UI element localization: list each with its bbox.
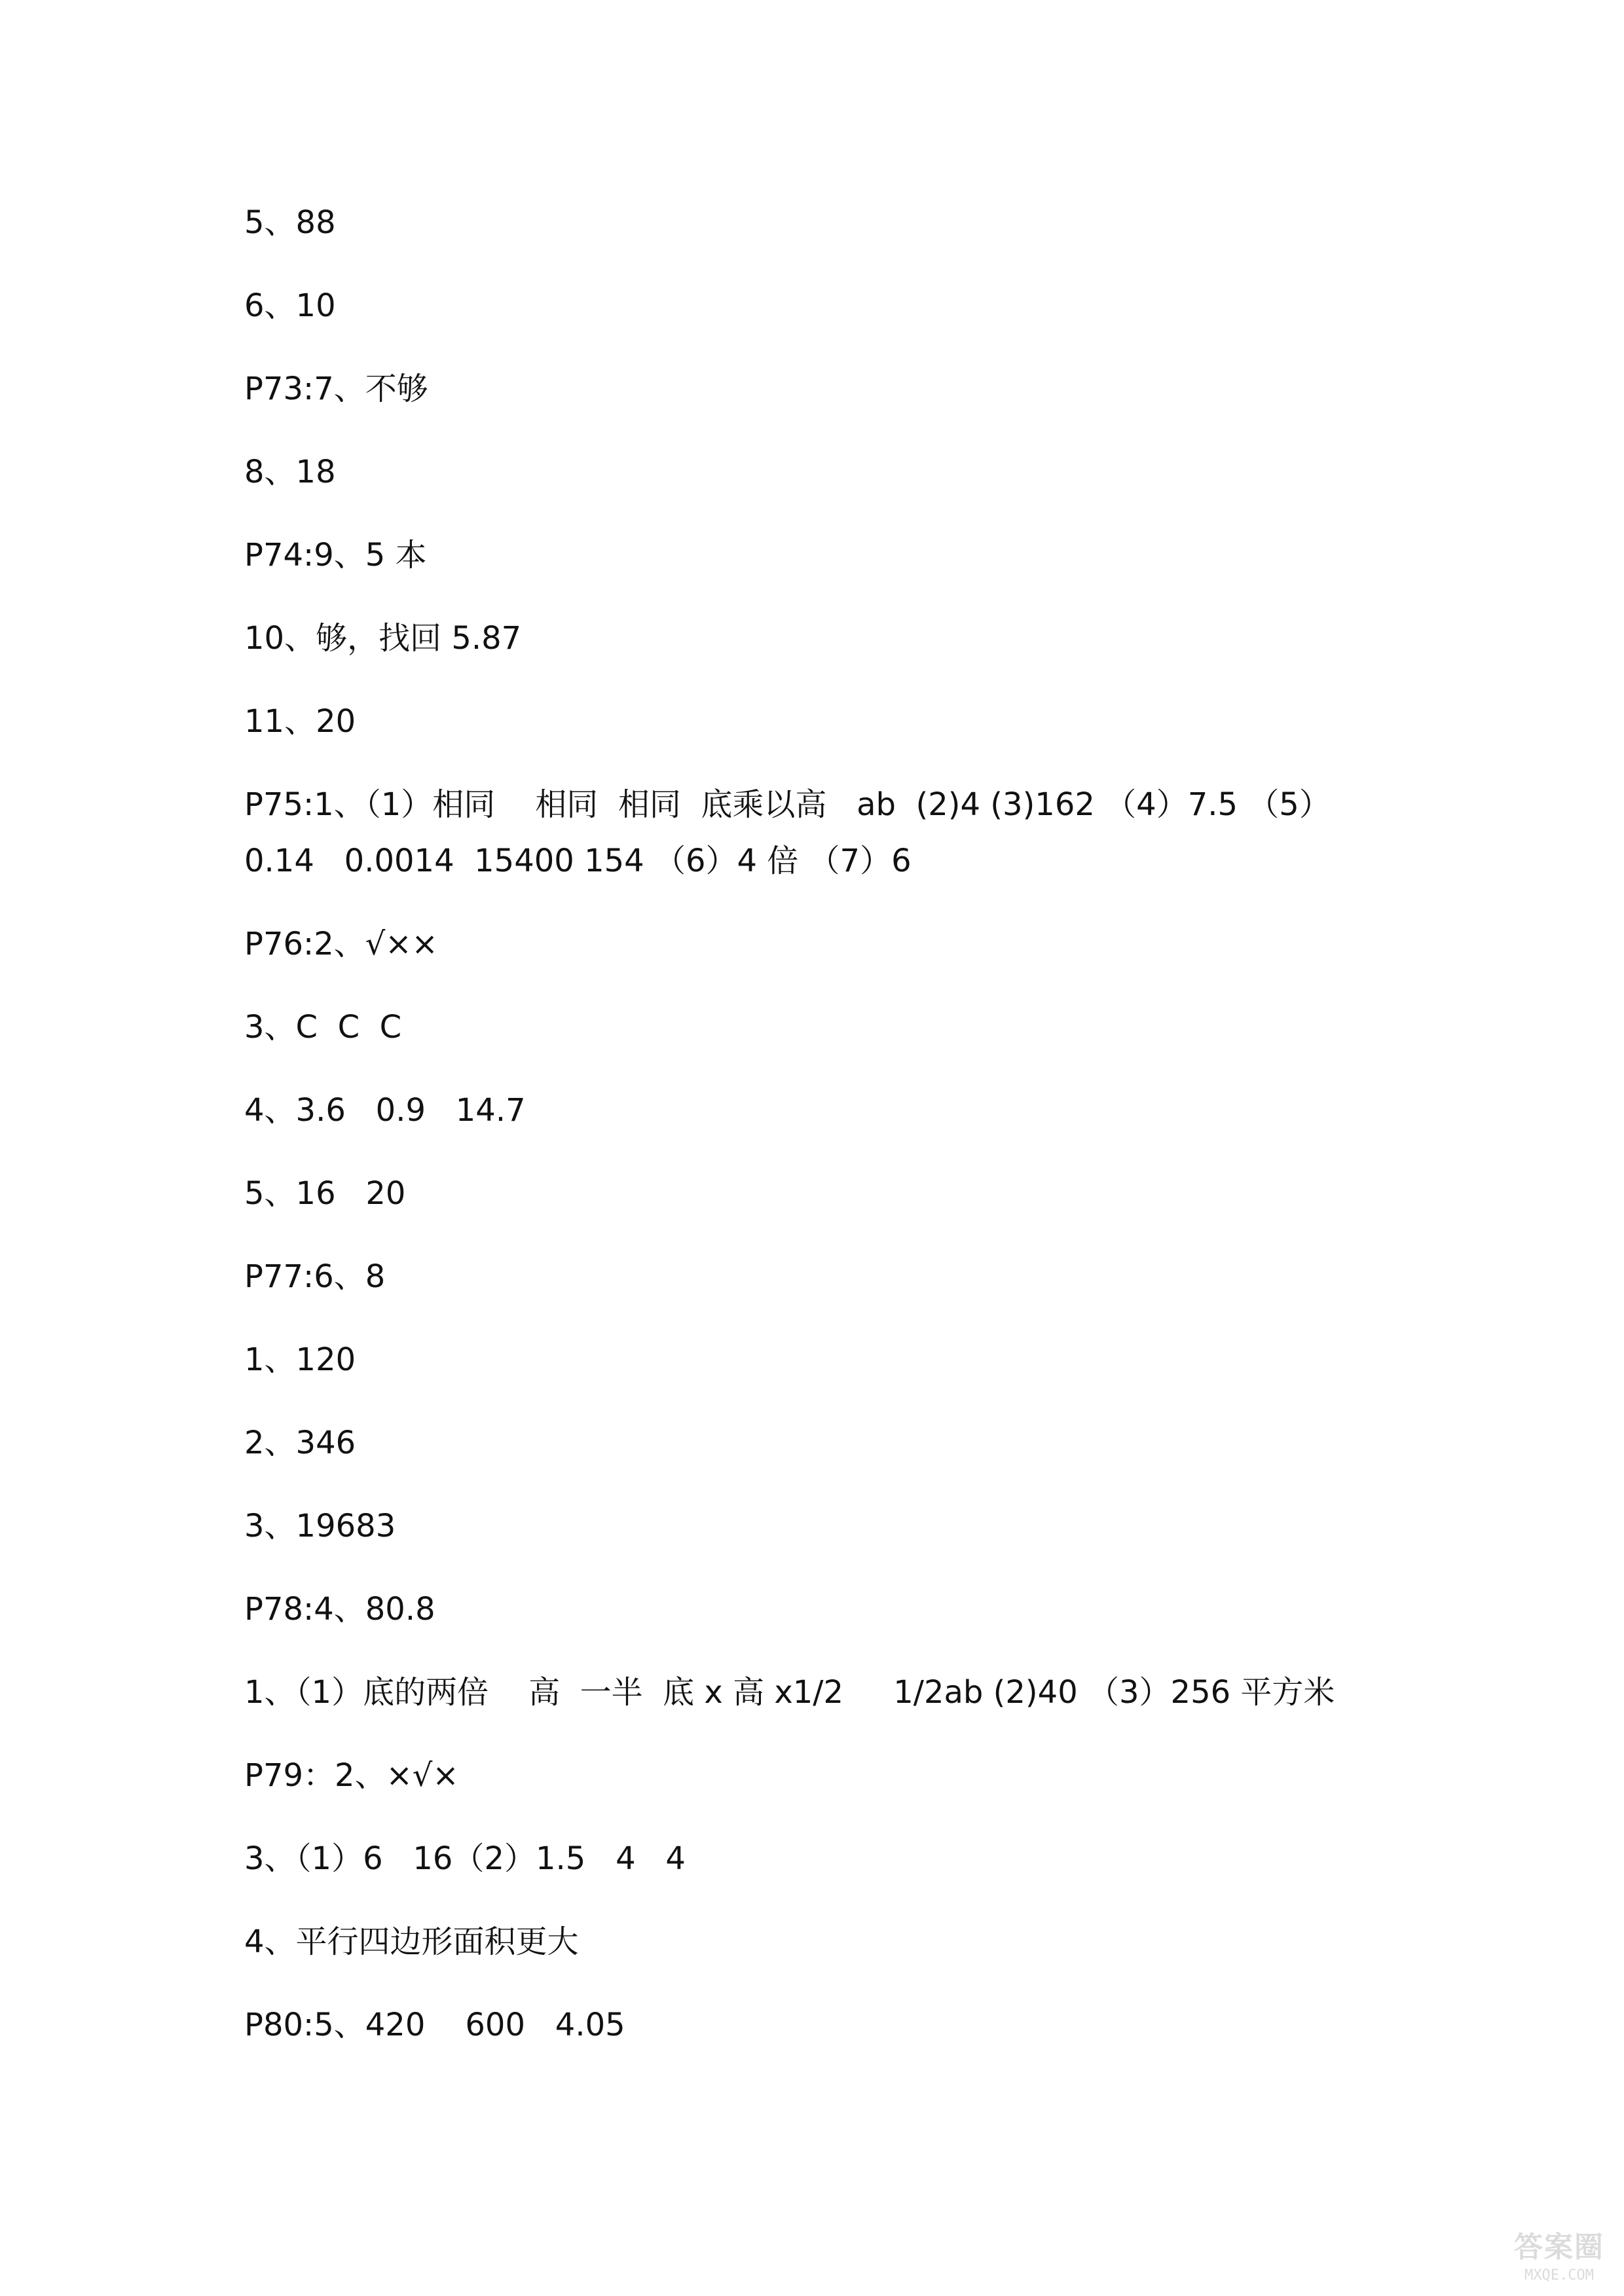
answer-line: 10、够，找回 5.87 xyxy=(244,620,522,657)
answer-line: 3、（1）6 16（2）1.5 4 4 xyxy=(244,1840,686,1877)
answer-line: P78:4、80.8 xyxy=(244,1591,435,1628)
answer-line: 11、20 xyxy=(244,703,356,740)
answer-line: P73:7、不够 xyxy=(244,371,428,407)
answer-line: P80:5、420 600 4.05 xyxy=(244,2007,625,2043)
answer-line: P79：2、×√× xyxy=(244,1757,459,1794)
answer-line: P76:2、√×× xyxy=(244,926,438,962)
answer-line: 3、C C C xyxy=(244,1009,402,1046)
answer-line: 2、346 xyxy=(244,1425,356,1461)
answer-line: 3、19683 xyxy=(244,1508,396,1544)
watermark-logo xyxy=(1510,2228,1608,2287)
answer-line: 1、120 xyxy=(244,1341,356,1378)
answer-line: 6、10 xyxy=(244,287,336,324)
answer-line: 5、16 20 xyxy=(244,1175,406,1212)
answer-line: 1、（1）底的两倍 高 一半 底 x 高 x1/2 1/2ab (2)40 （3）256 平方米 xyxy=(244,1674,1335,1711)
answer-line: P75:1、（1）相同 相同 相同 底乘以高 ab (2)4 (3)162 （4）7.5 （5） xyxy=(244,786,1331,823)
answer-line: 8、18 xyxy=(244,454,336,490)
answer-list xyxy=(244,203,1410,2088)
answer-line: 4、3.6 0.9 14.7 xyxy=(244,1092,526,1129)
watermark-site: MXQE.COM xyxy=(1524,2267,1594,2284)
answer-line: 5、88 xyxy=(244,204,336,241)
answer-line: P74:9、5 本 xyxy=(244,537,427,574)
answer-line: P77:6、8 xyxy=(244,1258,386,1295)
watermark-brand: 答案圈 xyxy=(1514,2231,1604,2264)
answer-line-continued: 0.14 0.0014 15400 154 （6）4 倍 （7）6 xyxy=(244,843,912,879)
answer-line: 4、平行四边形面积更大 xyxy=(244,1923,579,1960)
